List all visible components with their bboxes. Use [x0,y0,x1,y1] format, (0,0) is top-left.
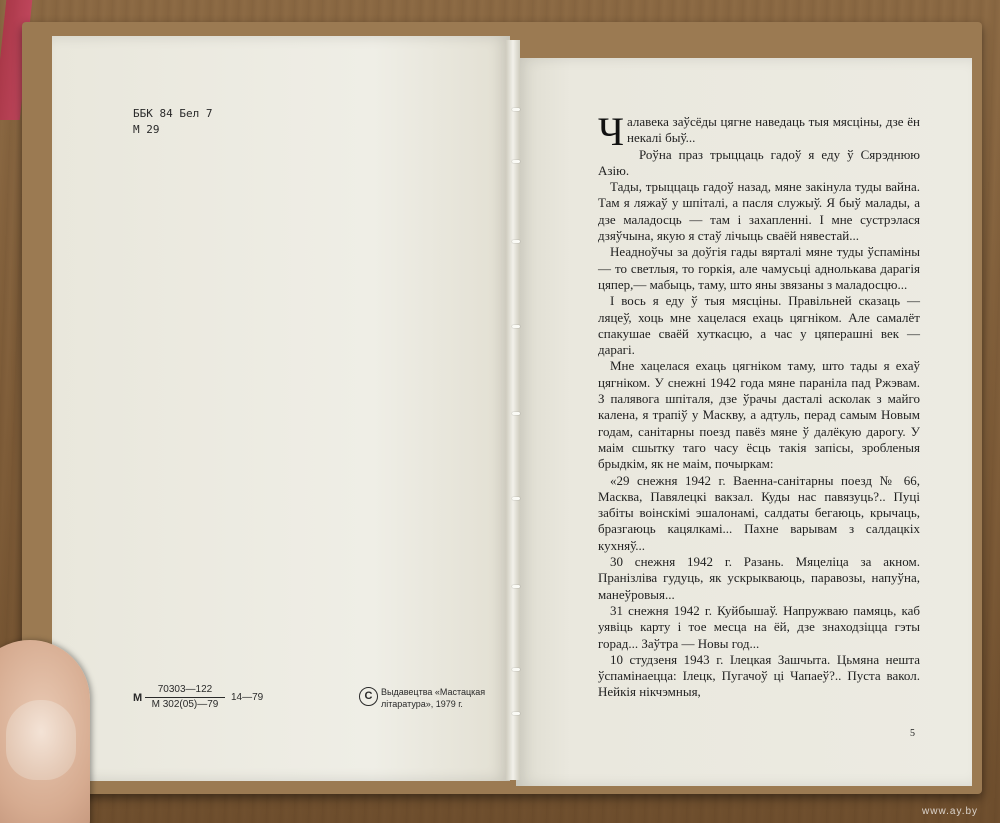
paragraph-text: алавека заўсёды цягне наведаць тыя мясціны, дзе ён некалі быў... [627,114,920,146]
binding-stitch [512,325,520,328]
paragraph: І вось я еду ў тыя мясціны. Правільней сказаць — ляцеў, хоць мне хацелася ехаць цягніком. Але самалёт спакушае сваёй хуткасцю, а час у цяперашні век — дарагі. [598,293,920,358]
paragraph: Тады, трыццаць гадоў назад, мяне закінула туды вайна. Там я ляжаў у шпіталі, а пасля служыў. Я быў малады, а дзе маладосць — там і захапленні. І мне сустрэлася дзяўчына, якую я стаў лічыць сваёй нявестай... [598,179,920,244]
copyright-icon: C [359,687,378,706]
site-watermark: www.ay.by [922,806,979,817]
page-number: 5 [910,728,915,739]
paragraph: 30 снежня 1942 г. Разань. Мяцеліца за акном. Пранізліва гудуць, як ускрыкваюць, паравозы, напуўна, манеўровыя... [598,554,920,602]
paragraph: «29 снежня 1942 г. Ваенна-санітарны поезд № 66, Масква, Павялецкі вакзал. Куды нас павязуць?.. Пуці забіты воінскімі эшалонамі, салдаты бегаюць, крычаць, бразгаюць кацялкамі... Пахне варывам з салдацкіх кухняў... [598,472,920,553]
binding-stitch [512,240,520,243]
drop-cap: Ч [598,109,624,154]
paragraph: Роўна праз трыццаць гадоў я еду ў Сярэднюю Азію. [598,146,920,178]
paragraph: Неадноўчы за доўгія гады вярталі мяне туды ўспаміны — то светлыя, то горкія, але чамусьці аднолькава дарагія цяпер,— мабыць, таму, што яны звязаны з маладосцю... [598,244,920,292]
fraction-line [145,697,225,698]
author-mark: М 29 [133,123,160,136]
left-page [52,36,510,781]
bbk-line: ББК 84 Бел 7 [133,107,213,120]
binding-stitch [512,108,520,111]
binding-stitch [512,712,520,715]
cip-code: 14—79 [231,692,264,703]
paragraph: 10 студзеня 1943 г. Ілецкая Зашчыта. Цьмяна нешта ўспамінаецца: Ілецк, Пугачоў ці Чапаеў?.. Пуста вакол. Нейкія нікчэмныя, [598,651,920,700]
thumbnail [6,700,76,780]
bbk-classification [133,106,212,138]
cip-denominator: М 302(05)—79 [151,699,219,710]
binding-stitch [512,497,520,500]
binding-stitch [512,585,520,588]
publisher-imprint [381,686,541,710]
binding-stitch [512,160,520,163]
binding-stitch [512,668,520,671]
publisher-year-line: літаратура», 1979 г. [381,699,463,709]
publisher-line: Выдавецтва «Мастацкая [381,687,486,697]
paragraph: Мне хацелася ехаць цягніком таму, што тады я ехаў цягніком. У снежні 1942 года мяне параніла пад Ржэвам. З палявога шпіталя, дзе ўрачы дасталі асколак з майго калена, я трапіў у Маскву, а адтуль, перад самым Новым годам, санітарны поезд павёз мяне ў далёкую дарогу. У маім сшытку таго часу ёсць такія запісы, зробленыя брыдкім, як не маім, почыркам: [598,358,920,472]
cip-numerator: 70303—122 [157,684,213,695]
binding-stitch [512,412,520,415]
paragraph [598,109,920,154]
paragraph: 31 снежня 1942 г. Куйбышаў. Напружваю памяць, каб уявіць карту і тое месца на ёй, дзе знаходзіцца гэты горад... Заўтра — Новы год... [598,602,920,651]
cip-letter: М [133,692,143,704]
body-text [598,109,920,701]
